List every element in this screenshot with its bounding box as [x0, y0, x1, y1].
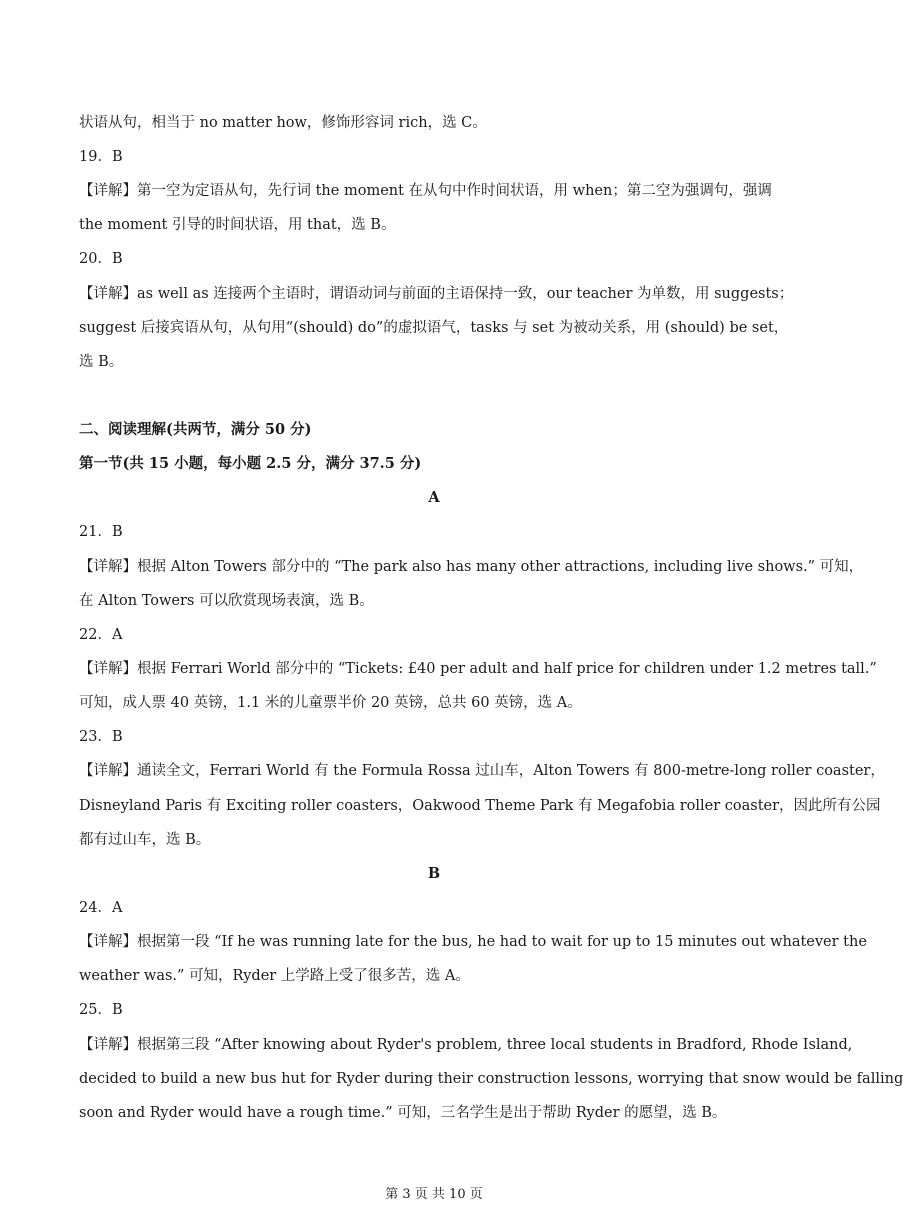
- text-line: suggest 后接宾语从句，从句用“(should) do”的虚拟语气，tasks 与 set 为被动关系，用 (should) be set，: [79, 320, 789, 336]
- text-line: 【详解】根据第一段 “If he was running late for the bus, he had to wait for up to 15 minutes out whatever the: [79, 934, 867, 950]
- page-footer: 第 3 页 共 10 页: [385, 1187, 483, 1202]
- question-number: 19．B: [79, 149, 123, 165]
- passage-label: B: [427, 865, 441, 882]
- text-line: 【详解】根据 Ferrari World 部分中的 “Tickets: £40 per adult and half price for children under 1.2 metres tall.”: [79, 661, 877, 677]
- text-line: 在 Alton Towers 可以欣赏现场表演，选 B。: [79, 593, 374, 609]
- text-line: 都有过山车，选 B。: [79, 832, 211, 848]
- text-line: 【详解】根据 Alton Towers 部分中的 “The park also has many other attractions, including live shows.” 可知，: [79, 559, 864, 575]
- passage-label: A: [428, 489, 440, 506]
- section-heading: 二、阅读理解(共两节，满分 50 分): [79, 421, 312, 438]
- text-line: 可知，成人票 40 英镑，1.1 米的儿童票半价 20 英镑，总共 60 英镑，选 A。: [79, 695, 582, 711]
- text-line: Disneyland Paris 有 Exciting roller coasters，Oakwood Theme Park 有 Megafobia roller coaster，因此所有公园: [79, 798, 881, 814]
- text-line: 【详解】第一空为定语从句，先行词 the moment 在从句中作时间状语，用 when；第二空为强调句，强调: [79, 183, 772, 199]
- text-line: 选 B。: [79, 354, 124, 370]
- text-line: 【详解】根据第三段 “After knowing about Ryder's problem, three local students in Bradford, Rhode Island,: [79, 1037, 853, 1053]
- text-line: the moment 引导的时间状语，用 that，选 B。: [79, 217, 396, 233]
- question-number: 23．B: [79, 729, 123, 745]
- question-number: 25．B: [79, 1002, 123, 1018]
- text-line: weather was.” 可知，Ryder 上学路上受了很多苦，选 A。: [79, 968, 470, 984]
- question-number: 21．B: [79, 524, 123, 540]
- text-line: decided to build a new bus hut for Ryder during their construction lessons, worrying that snow would be falling: [79, 1071, 903, 1087]
- text-line: soon and Ryder would have a rough time.” 可知，三名学生是出于帮助 Ryder 的愿望，选 B。: [79, 1105, 727, 1121]
- question-number: 24．A: [79, 900, 123, 916]
- text-line: 状语从句，相当于 no matter how，修饰形容词 rich，选 C。: [79, 115, 487, 131]
- question-number: 22．A: [79, 627, 123, 643]
- text-line: 【详解】as well as 连接两个主语时，谓语动词与前面的主语保持一致，our teacher 为单数，用 suggests；: [79, 286, 794, 302]
- question-number: 20．B: [79, 251, 123, 267]
- subsection-heading: 第一节(共 15 小题，每小题 2.5 分，满分 37.5 分): [79, 455, 422, 472]
- text-line: 【详解】通读全文，Ferrari World 有 the Formula Rossa 过山车，Alton Towers 有 800-metre-long roller coaster，: [79, 763, 885, 779]
